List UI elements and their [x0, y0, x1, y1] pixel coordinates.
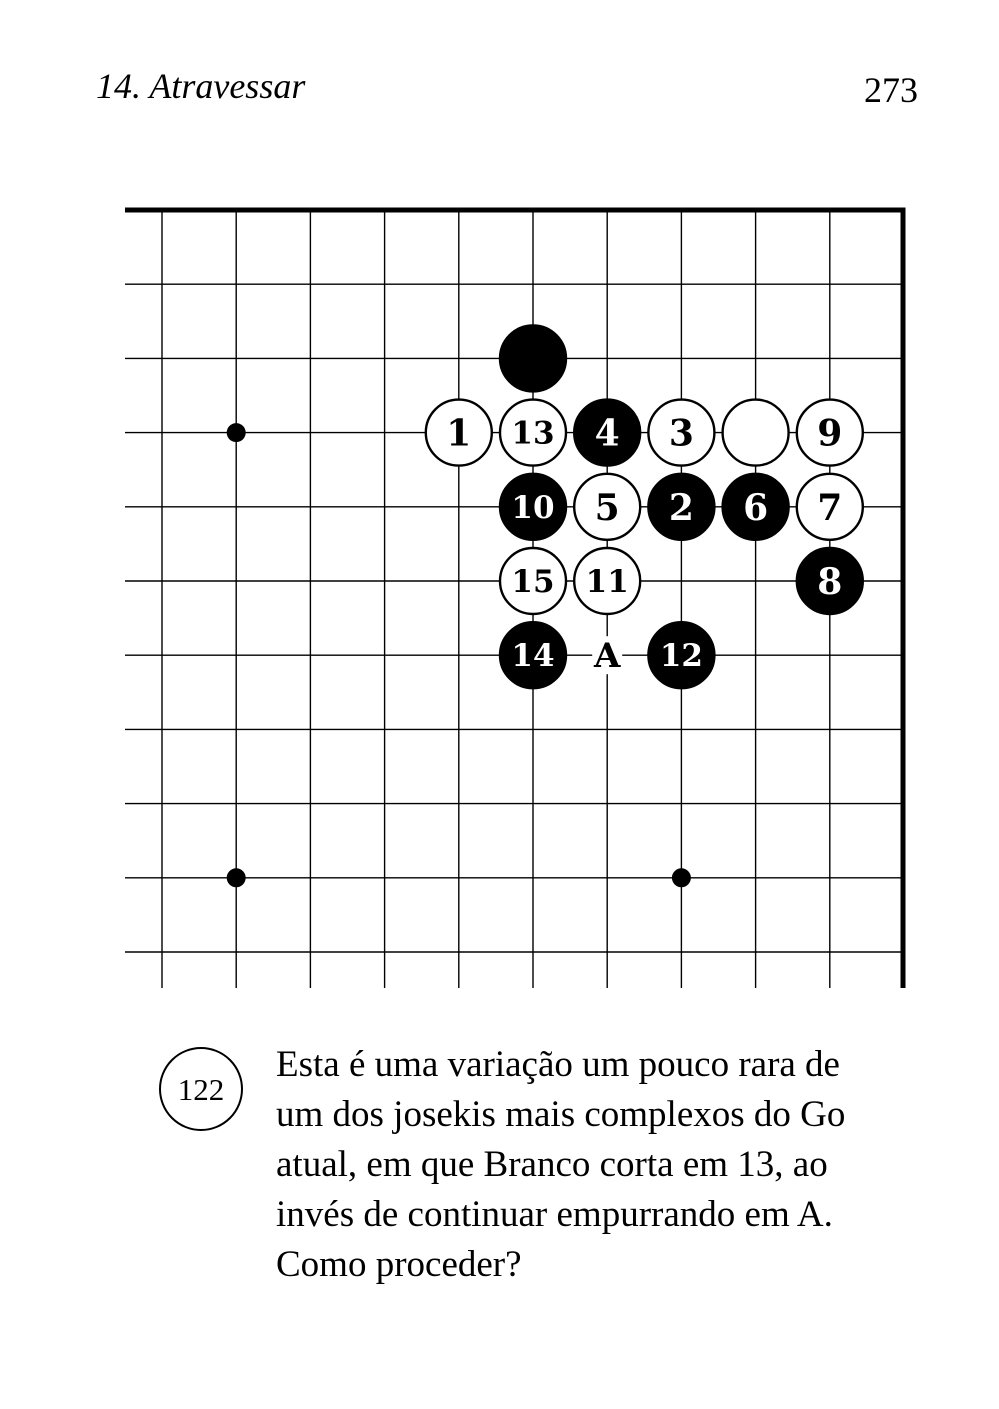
black-stone — [500, 622, 566, 688]
black-stone — [574, 400, 640, 466]
move-number: 5 — [594, 486, 620, 529]
white-stone — [426, 400, 492, 466]
black-stone — [723, 474, 789, 540]
white-stone — [500, 548, 566, 614]
white-stone — [723, 400, 789, 466]
problem-text-line: Como proceder? — [276, 1244, 522, 1285]
white-stone — [797, 474, 863, 540]
problem-description — [276, 1040, 876, 1290]
star-point — [227, 423, 246, 442]
move-number: 2 — [668, 486, 694, 529]
board-markers — [592, 636, 622, 676]
black-stone — [648, 474, 714, 540]
move-number: 9 — [817, 412, 843, 455]
star-point — [672, 868, 691, 887]
black-stone — [500, 474, 566, 540]
marker-label: A — [594, 636, 621, 677]
move-number: 4 — [594, 412, 620, 455]
problem-number-badge: 122 — [159, 1047, 243, 1131]
move-number: 11 — [585, 564, 629, 600]
move-number: 6 — [743, 486, 769, 529]
black-stone — [500, 325, 566, 391]
move-number: 7 — [817, 486, 843, 529]
move-number: 3 — [668, 412, 694, 455]
chapter-title: 14. Atravessar — [96, 66, 306, 106]
problem-text-line: invés de continuar empurrando em A. — [276, 1194, 833, 1235]
point-marker — [592, 636, 622, 676]
white-stone — [574, 548, 640, 614]
star-point — [227, 868, 246, 887]
move-number: 12 — [659, 638, 703, 675]
move-number: 1 — [446, 412, 472, 455]
move-number: 14 — [511, 638, 555, 675]
problem-text-line: um dos josekis mais complexos do Go — [276, 1094, 846, 1135]
move-number: 13 — [511, 415, 555, 452]
white-stone — [500, 400, 566, 466]
move-number: 10 — [511, 489, 555, 526]
move-number: 15 — [511, 564, 555, 600]
white-stone — [648, 400, 714, 466]
problem-text-line: Esta é uma variação um pouco rara de — [276, 1044, 840, 1085]
black-stone — [648, 622, 714, 688]
white-stone — [574, 474, 640, 540]
page-number: 273 — [864, 70, 918, 110]
move-number: 8 — [817, 561, 843, 603]
black-stone — [797, 548, 863, 614]
problem-text-line: atual, em que Branco corta em 13, ao — [276, 1144, 828, 1185]
white-stone — [797, 400, 863, 466]
